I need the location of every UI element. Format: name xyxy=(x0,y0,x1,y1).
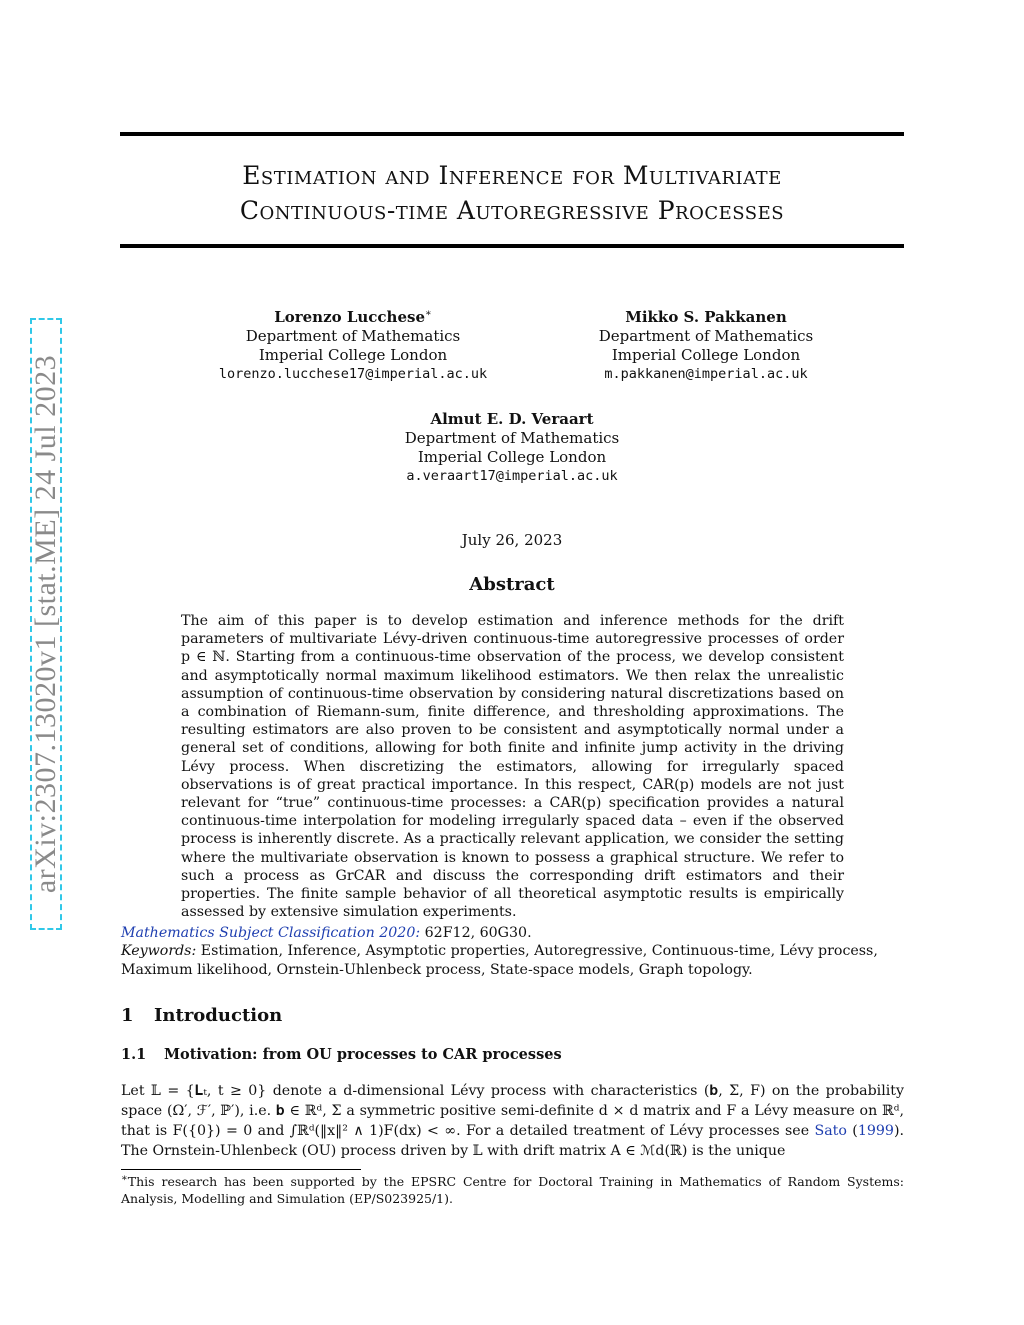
msc-label-link[interactable]: Mathematics Subject Classification 2020: xyxy=(121,925,421,941)
intro-text-2: . The Ornstein-Uhlenbeck (OU) process driven by 𝕃 with drift matrix A ∈ ℳd(ℝ) is the unique xyxy=(121,1123,905,1159)
keywords-label: Keywords: xyxy=(121,943,197,959)
author-email[interactable]: a.veraart17@imperial.ac.uk xyxy=(406,468,618,484)
author-institution: Imperial College London xyxy=(417,448,607,466)
section-heading xyxy=(121,1005,282,1026)
keywords-line xyxy=(121,942,904,979)
author-department: Department of Mathematics xyxy=(404,429,620,447)
author-institution: Imperial College London xyxy=(258,346,448,364)
keywords-text: Estimation, Inference, Asymptotic properties, Autoregressive, Continuous-time, Lévy process, Maximum likelihood, Ornstein-Uhlenbeck process, State-space models, Graph topology. xyxy=(121,943,878,978)
author-block-3 xyxy=(362,410,662,486)
footnote xyxy=(121,1174,904,1207)
intro-paragraph: Let 𝕃 = {𝐋ₜ, t ≥ 0} denote a d-dimensional Lévy process with characteristics (𝐛, Σ, F) on the probability space (Ω′, ℱ′, ℙ′), i.e. 𝐛 ∈ ℝᵈ, Σ a symmetric positive semi-definite d × d matrix and F a Lévy measure on ℝᵈ, that is F({0}) = 0 and ∫ℝᵈ(‖x‖² ∧ 1)F(dx) < ∞. For a detailed treatment of Lévy processes see Sato (1999). The Ornstein-Uhlenbeck (OU) process driven by 𝕃 with drift matrix A ∈ ℳd(ℝ) is the unique xyxy=(121,1083,905,1159)
author-department: Department of Mathematics xyxy=(598,327,814,345)
arxiv-stamp xyxy=(30,318,62,930)
author-name: Almut E. D. Veraart xyxy=(430,410,594,428)
section-number: 1 xyxy=(121,1005,134,1026)
subsection-title: Motivation: from OU processes to CAR processes xyxy=(164,1046,562,1063)
subsection-heading xyxy=(121,1046,562,1063)
citation-year-link[interactable]: 1999 xyxy=(857,1123,894,1139)
arxiv-id: arXiv:2307.13020v1 [stat.ME] 24 Jul 2023 xyxy=(29,354,62,894)
subsection-number: 1.1 xyxy=(121,1046,147,1063)
title-top-rule xyxy=(120,132,904,136)
title-line-1: Estimation and Inference for Multivariate xyxy=(242,161,782,190)
author-block-1 xyxy=(200,308,506,384)
author-footnote-mark: ∗ xyxy=(425,308,432,319)
abstract-heading: Abstract xyxy=(469,574,555,595)
citation-link-sato[interactable]: Sato xyxy=(814,1123,847,1139)
author-department: Department of Mathematics xyxy=(245,327,461,345)
footnote-text: This research has been supported by the EPSRC Centre for Doctoral Training in Mathematics of Random Systems: Analysis, Modelling and Simulation (EP/S023925/1). xyxy=(121,1174,904,1206)
author-email[interactable]: m.pakkanen@imperial.ac.uk xyxy=(604,366,808,382)
msc-codes: 62F12, 60G30. xyxy=(424,925,532,941)
paper-title xyxy=(120,158,904,228)
msc-line xyxy=(121,924,904,943)
author-block-2 xyxy=(566,308,846,384)
author-email[interactable]: lorenzo.lucchese17@imperial.ac.uk xyxy=(218,366,488,382)
author-institution: Imperial College London xyxy=(611,346,801,364)
publication-date: July 26, 2023 xyxy=(461,531,563,549)
title-line-2: Continuous-time Autoregressive Processes xyxy=(239,196,785,225)
footnote-mark: ∗ xyxy=(121,1172,128,1184)
intro-text-1: Let 𝕃 = {𝐋ₜ, t ≥ 0} denote a d-dimensional Lévy process with characteristics (𝐛, Σ, F) on the probability space (Ω′, ℱ′, ℙ′), i.e. 𝐛 ∈ ℝᵈ, Σ a symmetric positive semi-definite d × d matrix and F a Lévy measure on ℝᵈ, that is F({0}) = 0 and ∫ℝᵈ(‖x‖² ∧ 1)F(dx) < ∞. For a detailed treatment of Lévy processes see xyxy=(121,1083,904,1139)
author-name: Lorenzo Lucchese xyxy=(274,308,425,326)
abstract-text: The aim of this paper is to develop estimation and inference methods for the drift parameters of multivariate Lévy-driven continuous-time autoregressive processes of order p ∈ ℕ. Starting from a continuous-time observation of the process, we develop consistent and asymptotically normal maximum likelihood estimators. We then relax the unrealistic assumption of continuous-time observation by considering natural discretizations based on a combination of Riemann-sum, finite difference, and thresholding approximations. The resulting estimators are also proven to be consistent and asymptotically normal under a general set of conditions, allowing for both finite and infinite jump activity in the driving Lévy process. When discretizing the estimators, allowing for irregularly spaced observations is of great practical importance. In this respect, CAR(p) models are not just relevant for “true” continuous-time processes: a CAR(p) specification provides a natural continuous-time interpolation for modeling irregularly spaced data – even if the observed process is inherently discrete. As a practically relevant application, we consider the setting where the multivariate observation is known to possess a graphical structure. We refer to such a process as GrCAR and discuss the corresponding drift estimators and their properties. The finite sample behavior of all theoretical asymptotic results is empirically assessed by extensive simulation experiments. xyxy=(181,613,844,921)
author-name: Mikko S. Pakkanen xyxy=(625,308,787,326)
title-bottom-rule xyxy=(120,244,904,248)
section-title: Introduction xyxy=(154,1005,283,1026)
footnote-rule xyxy=(121,1169,361,1170)
